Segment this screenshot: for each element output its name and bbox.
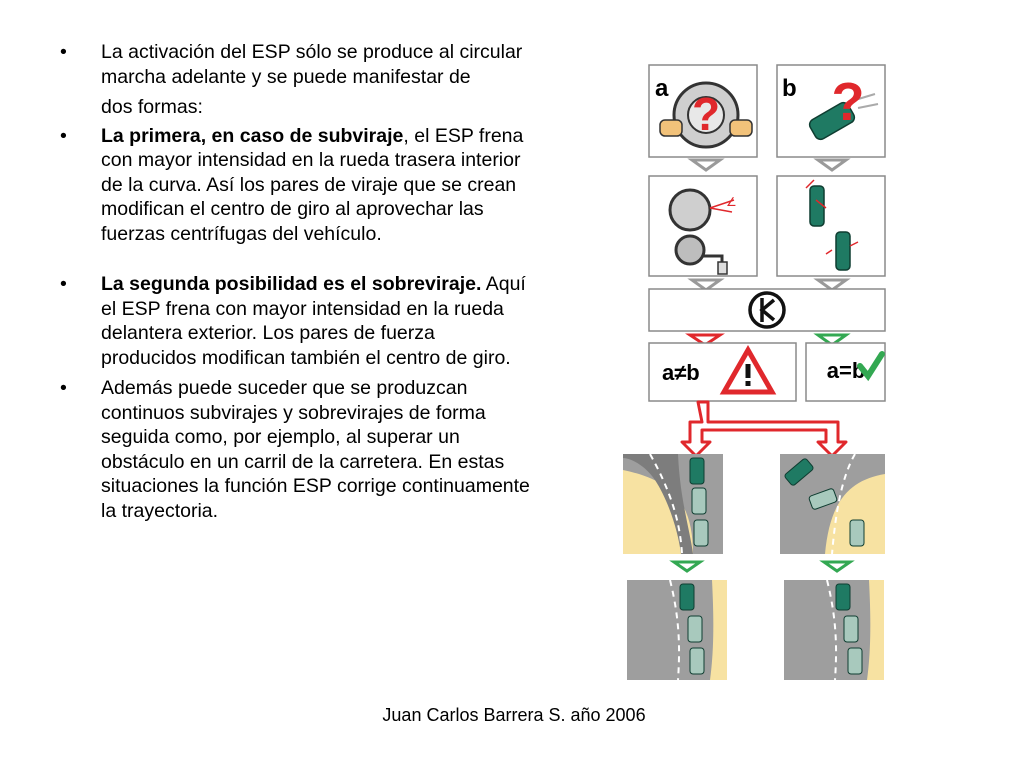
angle-icon: ∠ (726, 195, 737, 209)
bullet-2-text: , el ESP frena con mayor intensidad en la rueda trasera interior de la curva. Así los pares de viraje que se crean modifican el centro de giro al aprovechar las fuerzas centrífugas del vehículo. (101, 124, 524, 245)
panel-b (777, 65, 885, 157)
panel-sensors-a (649, 176, 757, 276)
bullet-3-bold: La segunda posibilidad es el sobreviraje. (101, 273, 482, 295)
bullet-2 (60, 124, 530, 247)
road-scene-corrected-a (627, 580, 727, 680)
question-mark-icon: ? (691, 88, 721, 140)
car-icon (848, 648, 862, 674)
bullet-4 (60, 376, 530, 523)
car-icon (692, 488, 706, 514)
esp-control-unit-icon (750, 293, 784, 327)
down-arrow-icon (818, 160, 846, 170)
down-arrow-icon (692, 160, 720, 170)
label-b: b (782, 75, 797, 102)
car-icon (836, 584, 850, 610)
bullet-1-continuation: dos formas: (101, 96, 203, 118)
car-icon (850, 520, 864, 546)
panel-control-unit (649, 289, 885, 331)
panel-a (649, 65, 757, 157)
bullet-dot: • (60, 377, 67, 399)
car-icon (680, 584, 694, 610)
car-icon (688, 616, 702, 642)
esp-diagram (610, 60, 900, 690)
label-equal: a=b (826, 358, 866, 383)
bullet-dot: • (60, 273, 67, 295)
text-column (60, 40, 530, 529)
car-icon (690, 648, 704, 674)
bullet-1 (60, 40, 530, 89)
road-scene-oversteer (780, 454, 885, 554)
bullet-dot: • (60, 124, 67, 147)
label-a: a (655, 75, 669, 102)
bullet-dot: • (60, 41, 67, 63)
car-icon (810, 186, 824, 226)
bullet-1-text: La activación del ESP sólo se produce al circular marcha adelante y se puede manifestar de (101, 41, 523, 88)
car-icon (836, 232, 850, 270)
green-arrow-icon (824, 562, 850, 571)
footer-credit: Juan Carlos Barrera S. año 2006 (382, 705, 646, 725)
panel-equal (806, 343, 885, 401)
car-icon (844, 616, 858, 642)
bullet-list (60, 40, 530, 523)
bullet-3-text: Aquí el ESP frena con mayor intensidad en la rueda delantera exterior. Los pares de fuerza producidos modifican también el centro de giro. (101, 273, 526, 369)
car-icon (690, 458, 704, 484)
question-mark-icon: ? (831, 72, 865, 132)
steering-angle-sensor-icon (670, 190, 710, 230)
label-not-equal: a≠b (662, 360, 700, 385)
road-scene-understeer (623, 454, 723, 554)
bullet-4-text: Además puede suceder que se produzcan continuos subvirajes y sobrevirajes de forma seguida como, por ejemplo, al superar un obstáculo en un carril de la carretera. En estas situaciones la función ESP corrige continuamente la trayectoria. (101, 377, 530, 522)
panel-sensors-b (777, 176, 885, 276)
bullet-2-bold: La primera, en caso de subviraje (101, 124, 404, 147)
green-arrow-icon (674, 562, 700, 571)
panel-not-equal (649, 343, 796, 401)
split-arrow-icon (682, 402, 846, 456)
bullet-3 (60, 272, 530, 370)
road-scene-corrected-b (784, 580, 884, 680)
car-icon (694, 520, 708, 546)
